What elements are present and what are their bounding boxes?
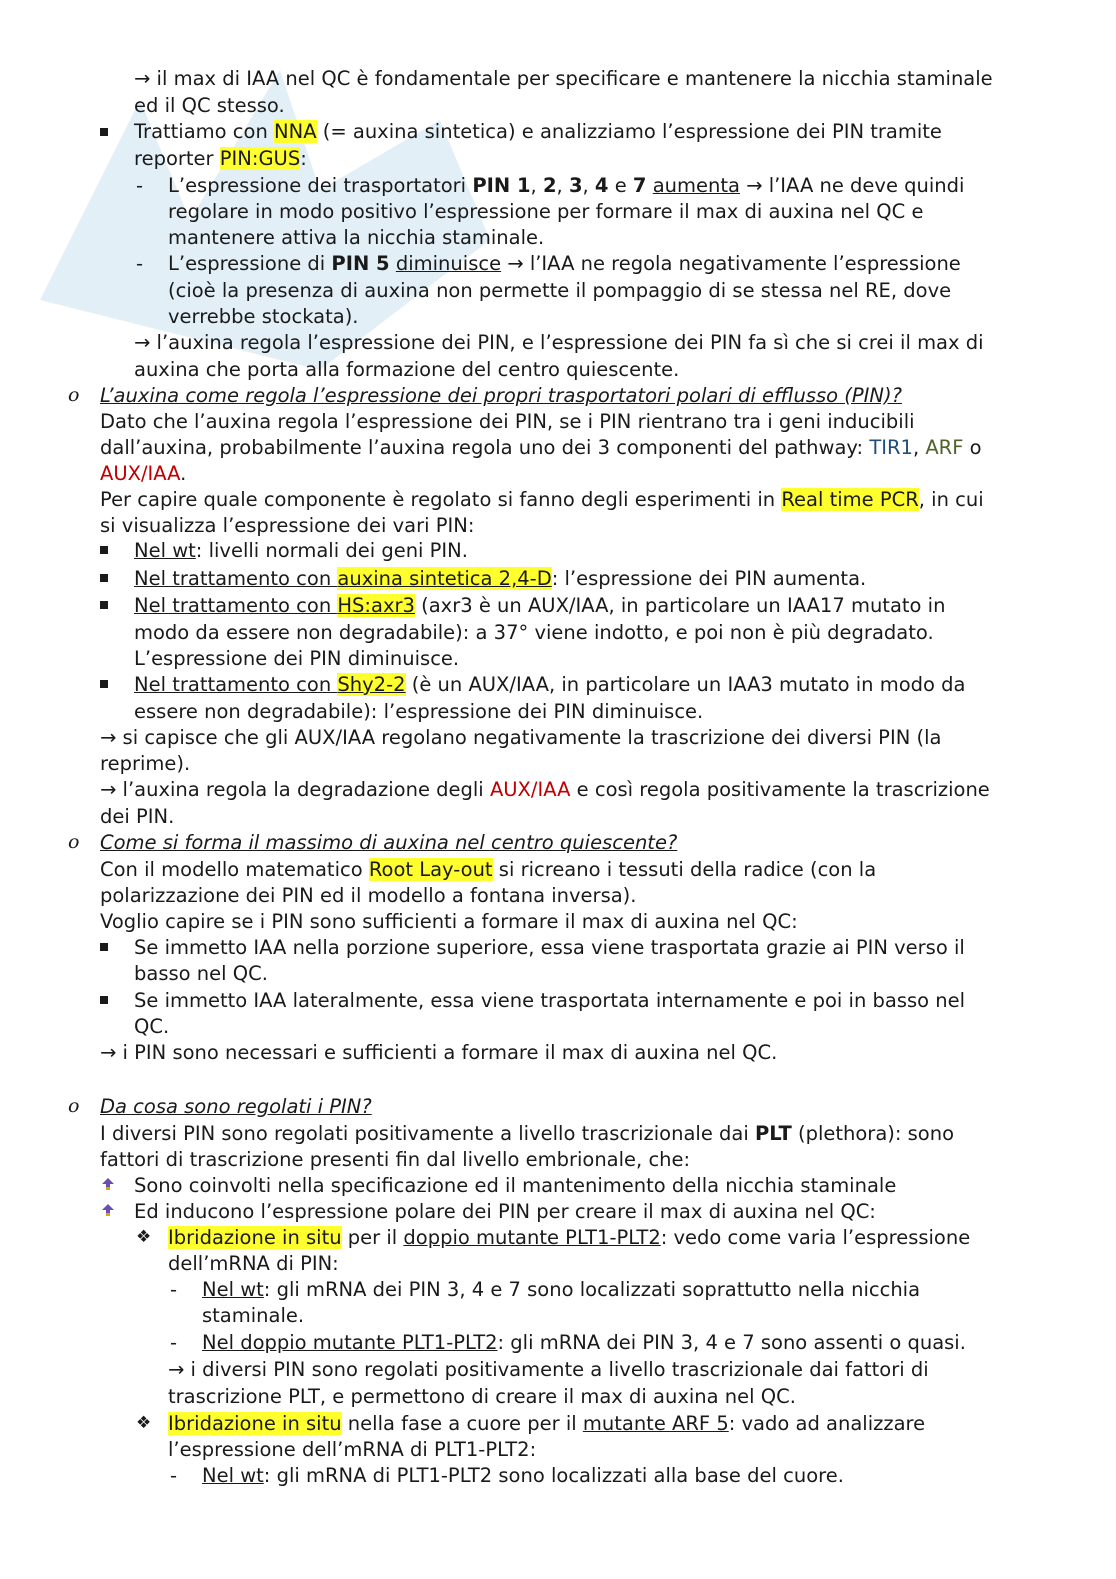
circle-bullet: o: [68, 831, 80, 853]
text-line: dall’auxina, probabilmente l’auxina regola uno dei 3 componenti del pathway: TIR1, ARF o: [100, 436, 982, 459]
text-line: reprime).: [100, 752, 191, 775]
text-line: polarizzazione dei PIN ed il modello a fontana inversa).: [100, 884, 637, 907]
text-line: Per capire quale componente è regolato si fanno degli esperimenti in Real time PCR, in cui: [100, 488, 984, 511]
text-line: Nel doppio mutante PLT1-PLT2: gli mRNA dei PIN 3, 4 e 7 sono assenti o quasi.: [202, 1331, 966, 1354]
text-line: l’espressione dell’mRNA di PLT1-PLT2:: [168, 1438, 537, 1461]
text-line: dell’mRNA di PIN:: [168, 1252, 339, 1275]
diamond-bullet-icon: ❖: [136, 1227, 152, 1247]
dash-bullet: -: [170, 1464, 178, 1487]
text-line: verrebbe stockata).: [168, 305, 359, 328]
text-line: Ibridazione in situ nella fase a cuore per il mutante ARF 5: vado ad analizzare: [168, 1412, 926, 1435]
text-line: AUX/IAA.: [100, 462, 187, 485]
text-line: essere non degradabile): l’espressione dei PIN diminuisce.: [134, 700, 704, 723]
circle-bullet: o: [68, 1095, 80, 1117]
text-line: ed il QC stesso.: [134, 94, 285, 117]
text-line: si visualizza l’espressione dei vari PIN:: [100, 514, 475, 537]
text-line: L’espressione dei PIN diminuisce.: [134, 647, 460, 670]
text-line: Ed inducono l’espressione polare dei PIN per creare il max di auxina nel QC:: [134, 1200, 876, 1223]
section-question: Come si forma il massimo di auxina nel centro quiescente?: [100, 831, 678, 854]
text-line: (cioè la presenza di auxina non permette il pompaggio di se stessa nel RE, dove: [168, 279, 952, 302]
dash-bullet: -: [170, 1331, 178, 1354]
text-line: Se immetto IAA lateralmente, essa viene trasportata internamente e poi in basso nel: [134, 989, 966, 1012]
text-line: → si capisce che gli AUX/IAA regolano negativamente la trascrizione dei diversi PIN (la: [100, 726, 942, 749]
text-line: → il max di IAA nel QC è fondamentale per specificare e mantenere la nicchia staminale: [134, 67, 993, 90]
dash-bullet: -: [136, 174, 144, 197]
text-line: trascrizione PLT, e permettono di creare il max di auxina nel QC.: [168, 1385, 796, 1408]
section-question: L’auxina come regola l’espressione dei propri trasportatori polari di efflusso (PIN)?: [100, 384, 902, 407]
text-line: mantenere attiva la nicchia staminale.: [168, 226, 545, 249]
square-bullet-icon: [100, 546, 108, 554]
circle-bullet: o: [68, 384, 80, 406]
square-bullet-icon: [100, 601, 108, 609]
text-line: fattori di trascrizione presenti fin dal livello embrionale, che:: [100, 1148, 691, 1171]
square-bullet-icon: [100, 128, 108, 136]
arrow-bullet-icon: [101, 1177, 115, 1191]
text-line: Nel trattamento con HS:axr3 (axr3 è un AUX/IAA, in particolare un IAA17 mutato in: [134, 594, 946, 617]
text-line: Nel wt: gli mRNA dei PIN 3, 4 e 7 sono localizzati soprattutto nella nicchia: [202, 1278, 921, 1301]
text-line: I diversi PIN sono regolati positivamente a livello trascrizionale dai PLT (plethora): sono: [100, 1122, 955, 1145]
text-line: reporter PIN:GUS:: [134, 147, 307, 170]
square-bullet-icon: [100, 996, 108, 1004]
arrow-bullet-icon: [101, 1203, 115, 1217]
text-line: Se immetto IAA nella porzione superiore, essa viene trasportata grazie ai PIN verso il: [134, 936, 965, 959]
square-bullet-icon: [100, 680, 108, 688]
text-line: L’espressione di PIN 5 diminuisce → l’IAA ne regola negativamente l’espressione: [168, 252, 961, 275]
text-line: Nel trattamento con auxina sintetica 2,4-D: l’espressione dei PIN aumenta.: [134, 567, 867, 590]
text-line: → l’auxina regola l’espressione dei PIN, e l’espressione dei PIN fa sì che si crei il max di: [134, 331, 984, 354]
text-line: Dato che l’auxina regola l’espressione dei PIN, se i PIN rientrano tra i geni inducibili: [100, 410, 915, 433]
diamond-bullet-icon: ❖: [136, 1413, 152, 1433]
dash-bullet: -: [170, 1278, 178, 1301]
text-line: L’espressione dei trasportatori PIN 1, 2, 3, 4 e 7 aumenta → l’IAA ne deve quindi: [168, 174, 965, 197]
text-line: modo da essere non degradabile): a 37° viene indotto, e poi non è più degradato.: [134, 621, 934, 644]
text-line: Nel wt: livelli normali dei geni PIN.: [134, 539, 468, 562]
square-bullet-icon: [100, 943, 108, 951]
text-line: Ibridazione in situ per il doppio mutante PLT1-PLT2: vedo come varia l’espressione: [168, 1226, 971, 1249]
text-line: Voglio capire se i PIN sono sufficienti a formare il max di auxina nel QC:: [100, 910, 798, 933]
text-line: auxina che porta alla formazione del centro quiescente.: [134, 358, 680, 381]
text-line: → l’auxina regola la degradazione degli AUX/IAA e così regola positivamente la trascrizione: [100, 778, 990, 801]
dash-bullet: -: [136, 252, 144, 275]
text-line: staminale.: [202, 1304, 305, 1327]
text-line: basso nel QC.: [134, 962, 268, 985]
text-line: dei PIN.: [100, 805, 175, 828]
text-line: regolare in modo positivo l’espressione per formare il max di auxina nel QC e: [168, 200, 924, 223]
text-line: Nel wt: gli mRNA di PLT1-PLT2 sono localizzati alla base del cuore.: [202, 1464, 844, 1487]
section-question: Da cosa sono regolati i PIN?: [100, 1095, 372, 1118]
text-line: Trattiamo con NNA (= auxina sintetica) e analizziamo l’espressione dei PIN tramite: [134, 120, 942, 143]
text-line: Nel trattamento con Shy2-2 (è un AUX/IAA, in particolare un IAA3 mutato in modo da: [134, 673, 966, 696]
text-line: Sono coinvolti nella specificazione ed il mantenimento della nicchia staminale: [134, 1174, 897, 1197]
text-line: → i diversi PIN sono regolati positivamente a livello trascrizionale dai fattori di: [168, 1358, 929, 1381]
text-line: Con il modello matematico Root Lay-out si ricreano i tessuti della radice (con la: [100, 858, 877, 881]
text-line: → i PIN sono necessari e sufficienti a formare il max di auxina nel QC.: [100, 1041, 778, 1064]
text-line: QC.: [134, 1015, 170, 1038]
square-bullet-icon: [100, 574, 108, 582]
